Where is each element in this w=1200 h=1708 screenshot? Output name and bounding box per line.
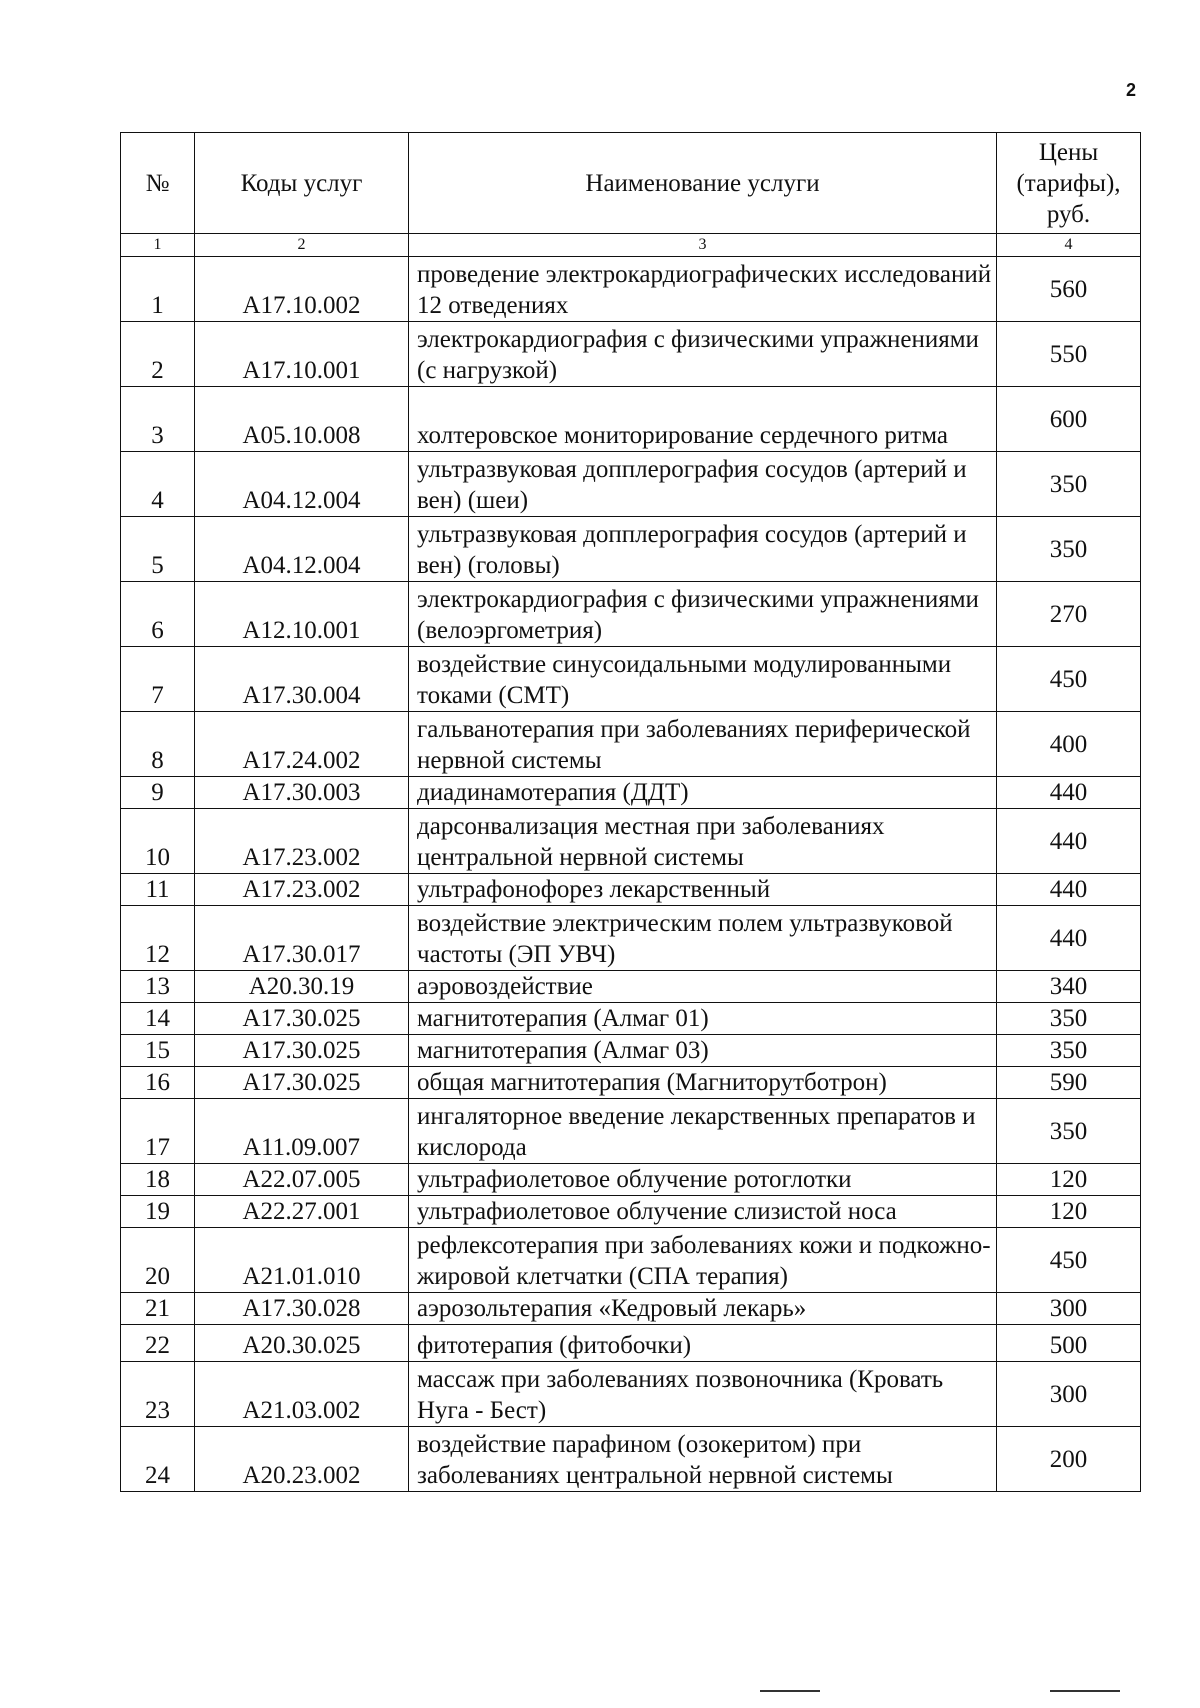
service-code: А11.09.007 [195,1099,409,1164]
service-code: А22.07.005 [195,1164,409,1196]
service-price: 200 [997,1427,1141,1492]
row-number: 17 [121,1099,195,1164]
service-price: 340 [997,971,1141,1003]
row-number: 11 [121,874,195,906]
service-code: А22.27.001 [195,1196,409,1228]
column-number-row [121,234,1141,257]
page-number: 2 [1126,80,1137,100]
service-name: электрокардиография с физическими упражнениями (с нагрузкой) [409,322,997,387]
service-name: воздействие электрическим полем ультразвуковой частоты (ЭП УВЧ) [409,906,997,971]
service-price: 300 [997,1362,1141,1427]
service-price: 350 [997,1099,1141,1164]
service-price: 560 [997,257,1141,322]
service-price: 350 [997,452,1141,517]
row-number: 1 [121,257,195,322]
service-price: 350 [997,517,1141,582]
service-price: 440 [997,809,1141,874]
service-name: дарсонвализация местная при заболеваниях центральной нервной системы [409,809,997,874]
service-name: рефлексотерапия при заболеваниях кожи и подкожно-жировой клетчатки (СПА терапия) [409,1228,997,1293]
table-row [121,1035,1141,1067]
service-code: А20.23.002 [195,1427,409,1492]
service-name: ультрафонофорез лекарственный [409,874,997,906]
service-price: 300 [997,1293,1141,1325]
service-code: А04.12.004 [195,517,409,582]
service-name: общая магнитотерапия (Магниторутботрон) [409,1067,997,1099]
row-number: 13 [121,971,195,1003]
table-row [121,647,1141,712]
table-row [121,1003,1141,1035]
header-code: Коды услуг [195,133,409,234]
row-number: 8 [121,712,195,777]
service-price: 440 [997,777,1141,809]
row-number: 20 [121,1228,195,1293]
table-row [121,971,1141,1003]
service-code: А17.30.025 [195,1035,409,1067]
table-header-row [121,133,1141,234]
service-code: А04.12.004 [195,452,409,517]
table-body [121,257,1141,1492]
table-row [121,712,1141,777]
service-code: А21.03.002 [195,1362,409,1427]
row-number: 22 [121,1325,195,1362]
service-code: А17.30.017 [195,906,409,971]
table-row [121,777,1141,809]
column-number: 2 [195,234,409,257]
service-name: фитотерапия (фитобочки) [409,1325,997,1362]
service-name: ультрафиолетовое облучение слизистой носа [409,1196,997,1228]
row-number: 16 [121,1067,195,1099]
row-number: 23 [121,1362,195,1427]
service-price: 450 [997,647,1141,712]
service-price: 500 [997,1325,1141,1362]
service-price: 450 [997,1228,1141,1293]
service-price: 600 [997,387,1141,452]
service-price: 120 [997,1196,1141,1228]
row-number: 19 [121,1196,195,1228]
service-code: А17.23.002 [195,874,409,906]
service-code: А05.10.008 [195,387,409,452]
table-row [121,874,1141,906]
service-name: аэрозольтерапия «Кедровый лекарь» [409,1293,997,1325]
service-code: А20.30.025 [195,1325,409,1362]
table-row [121,1196,1141,1228]
table-row [121,1293,1141,1325]
service-code: А20.30.19 [195,971,409,1003]
service-price: 400 [997,712,1141,777]
service-name: ультразвуковая допплерография сосудов (артерий и вен) (шеи) [409,452,997,517]
service-name: воздействие парафином (озокеритом) при заболеваниях центральной нервной системы [409,1427,997,1492]
table-row [121,582,1141,647]
service-name: ингаляторное введение лекарственных препаратов и кислорода [409,1099,997,1164]
service-name: проведение электрокардиографических исследований 12 отведениях [409,257,997,322]
service-name: диадинамотерапия (ДДТ) [409,777,997,809]
table-row [121,1427,1141,1492]
service-price: 270 [997,582,1141,647]
service-code: А17.30.003 [195,777,409,809]
service-name: холтеровское мониторирование сердечного ритма [409,387,997,452]
row-number: 7 [121,647,195,712]
service-price: 120 [997,1164,1141,1196]
column-number: 4 [997,234,1141,257]
service-price: 440 [997,906,1141,971]
service-price: 590 [997,1067,1141,1099]
service-name: магнитотерапия (Алмаг 01) [409,1003,997,1035]
row-number: 14 [121,1003,195,1035]
service-name: ультразвуковая допплерография сосудов (артерий и вен) (головы) [409,517,997,582]
table-row [121,906,1141,971]
row-number: 10 [121,809,195,874]
header-num: № [121,133,195,234]
service-code: А17.24.002 [195,712,409,777]
service-code: А17.10.002 [195,257,409,322]
row-number: 18 [121,1164,195,1196]
row-number: 21 [121,1293,195,1325]
header-name: Наименование услуги [409,133,997,234]
scan-artifact [760,1690,820,1692]
column-number: 3 [409,234,997,257]
service-price: 550 [997,322,1141,387]
row-number: 3 [121,387,195,452]
row-number: 9 [121,777,195,809]
scan-artifact [1050,1690,1120,1692]
header-price: Цены (тарифы), руб. [997,133,1141,234]
service-code: А17.30.004 [195,647,409,712]
service-name: гальванотерапия при заболеваниях периферической нервной системы [409,712,997,777]
row-number: 24 [121,1427,195,1492]
table-row [121,1325,1141,1362]
row-number: 15 [121,1035,195,1067]
table-row [121,1362,1141,1427]
service-code: А17.30.025 [195,1067,409,1099]
service-code: А17.30.028 [195,1293,409,1325]
table-row [121,1099,1141,1164]
service-name: электрокардиография с физическими упражнениями (велоэргометрия) [409,582,997,647]
service-price: 350 [997,1035,1141,1067]
service-name: воздействие синусоидальными модулированными токами (СМТ) [409,647,997,712]
row-number: 12 [121,906,195,971]
service-name: аэровоздействие [409,971,997,1003]
table-row [121,809,1141,874]
row-number: 6 [121,582,195,647]
table-row [121,387,1141,452]
service-code: А21.01.010 [195,1228,409,1293]
service-price: 350 [997,1003,1141,1035]
table-row [121,1228,1141,1293]
table-row [121,322,1141,387]
row-number: 4 [121,452,195,517]
service-name: ультрафиолетовое облучение ротоглотки [409,1164,997,1196]
service-code: А17.10.001 [195,322,409,387]
table-row [121,517,1141,582]
service-code: А12.10.001 [195,582,409,647]
service-name: магнитотерапия (Алмаг 03) [409,1035,997,1067]
service-name: массаж при заболеваниях позвоночника (Кровать Нуга - Бест) [409,1362,997,1427]
table-row [121,452,1141,517]
column-number: 1 [121,234,195,257]
service-code: А17.23.002 [195,809,409,874]
table-row [121,1067,1141,1099]
row-number: 2 [121,322,195,387]
table-row [121,257,1141,322]
table-row [121,1164,1141,1196]
services-price-table [120,132,1141,1492]
service-code: А17.30.025 [195,1003,409,1035]
row-number: 5 [121,517,195,582]
service-price: 440 [997,874,1141,906]
